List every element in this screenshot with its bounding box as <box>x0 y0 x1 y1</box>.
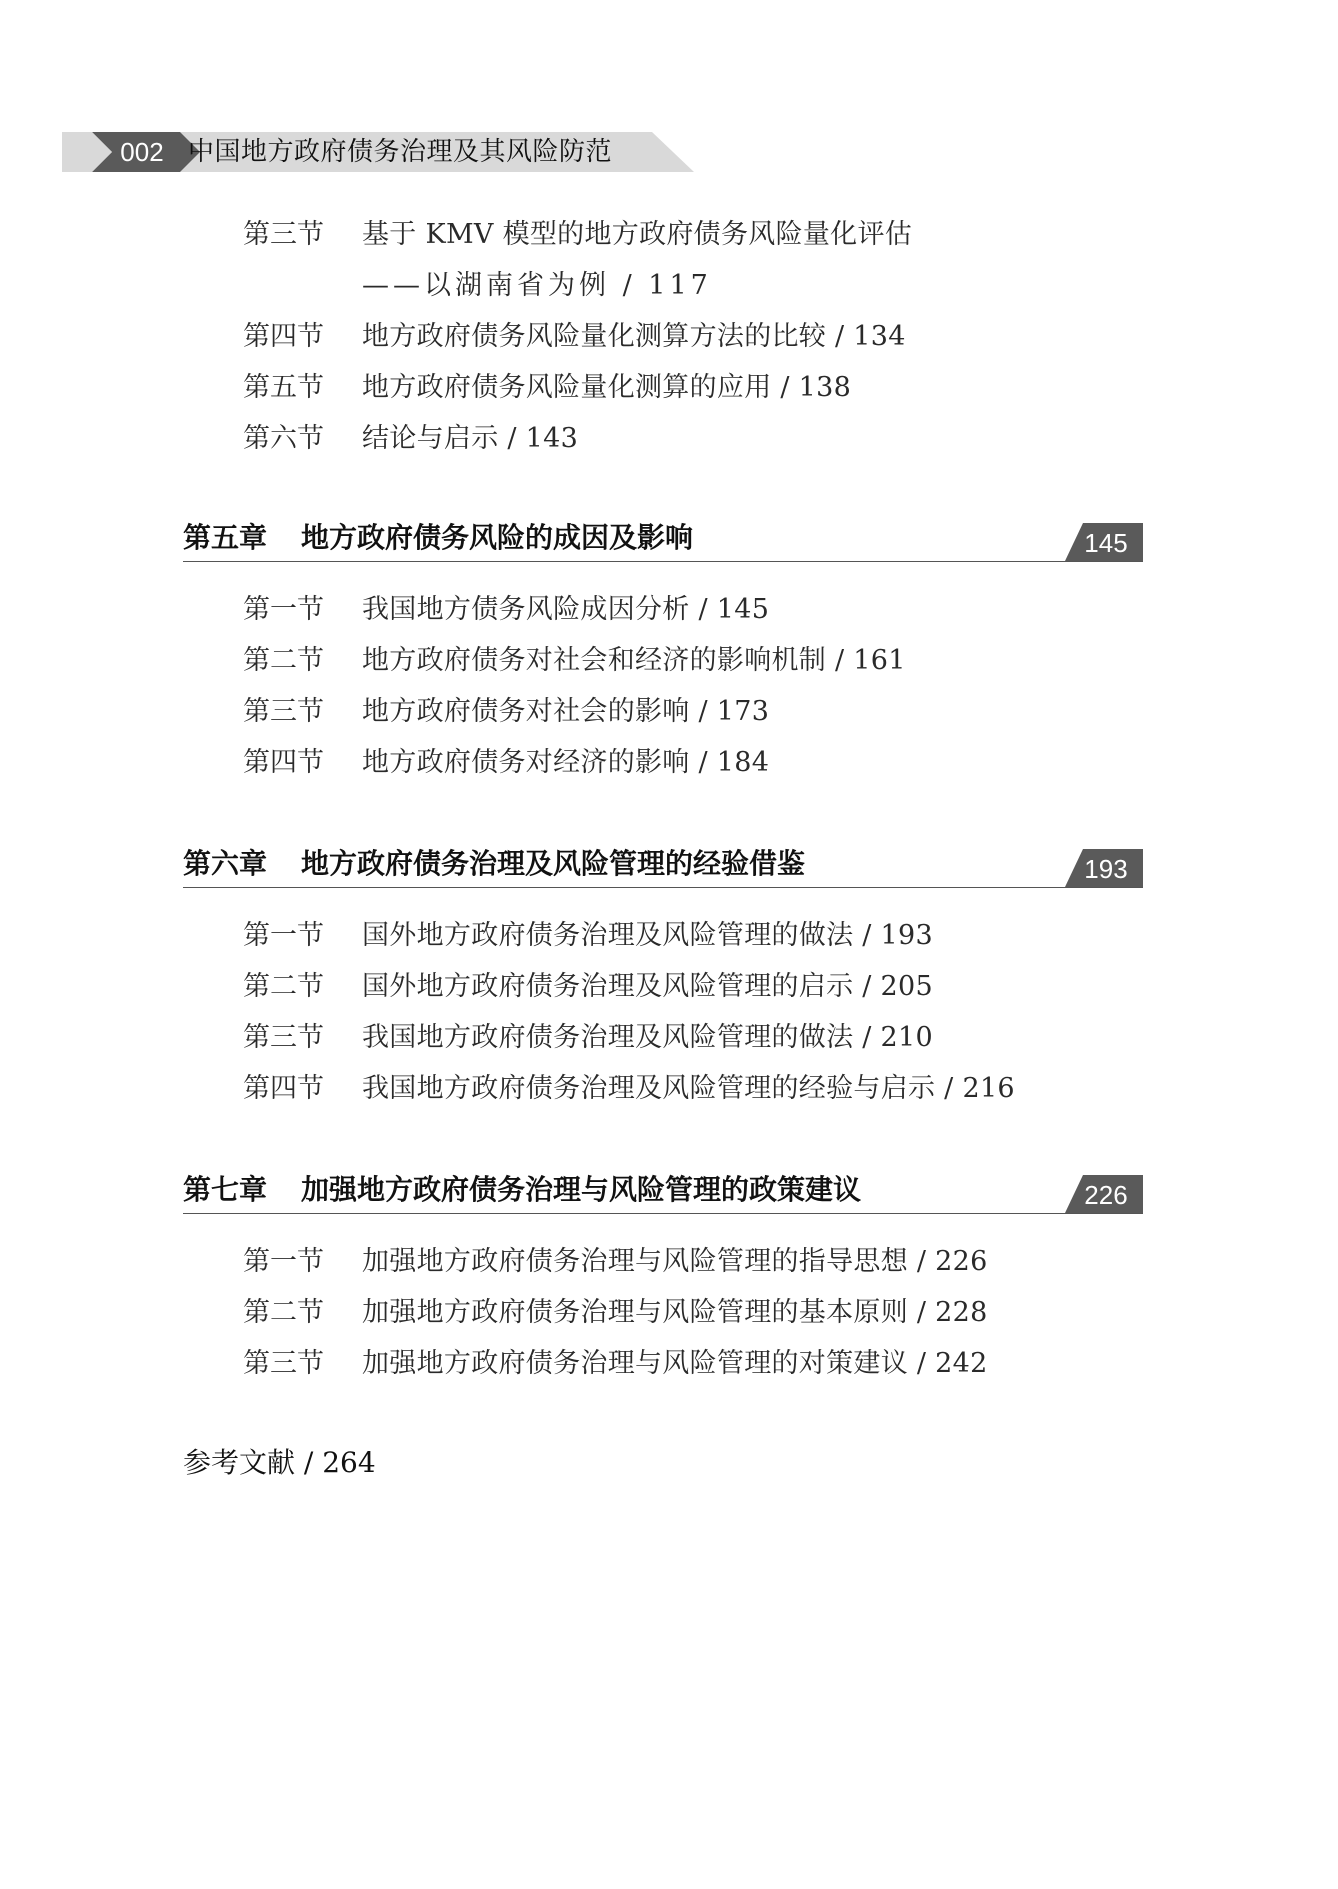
toc-section-item[interactable] <box>243 919 933 953</box>
section-title: 我国地方政府债务治理及风险管理的经验与启示 / 216 <box>362 1073 1015 1104</box>
header-book-title: 中国地方政府债务治理及其风险防范 <box>188 137 613 167</box>
chapter-rule <box>183 1213 1143 1214</box>
section-title: 基于 KMV 模型的地方政府债务风险量化评估 <box>362 219 913 250</box>
section-title: 地方政府债务风险量化测算的应用 / 138 <box>362 372 852 403</box>
chapter-rule <box>183 561 1143 562</box>
toc-references-item[interactable]: 参考文献 / 264 <box>183 1446 376 1479</box>
section-title: 国外地方政府债务治理及风险管理的做法 / 193 <box>362 920 933 951</box>
section-title: 加强地方政府债务治理与风险管理的指导思想 / 226 <box>362 1246 988 1277</box>
toc-section-item[interactable] <box>243 1021 933 1055</box>
section-title: 地方政府债务对社会和经济的影响机制 / 161 <box>362 645 906 676</box>
section-title: 我国地方政府债务治理及风险管理的做法 / 210 <box>362 1022 933 1053</box>
section-label: 第二节 <box>243 971 324 1002</box>
toc-section-item[interactable] <box>243 970 933 1004</box>
running-header <box>62 132 694 172</box>
section-label: 第六节 <box>243 423 324 454</box>
toc-chapter-heading[interactable] <box>183 520 1143 564</box>
section-title: 国外地方政府债务治理及风险管理的启示 / 205 <box>362 971 933 1002</box>
chapter-label: 第七章 <box>183 1173 268 1206</box>
toc-section-item[interactable] <box>243 1245 988 1279</box>
chapter-page-number: 193 <box>1084 854 1128 884</box>
section-title: 地方政府债务对经济的影响 / 184 <box>362 747 770 778</box>
toc-chapter-heading[interactable] <box>183 1172 1143 1216</box>
toc-section-subtitle: ——以湖南省为例 / 117 <box>362 270 712 301</box>
section-label: 第一节 <box>243 594 324 625</box>
section-label: 第三节 <box>243 1348 324 1379</box>
toc-section-item[interactable] <box>243 695 769 729</box>
chapter-title-row <box>183 846 805 882</box>
section-label: 第四节 <box>243 1073 324 1104</box>
section-label: 第三节 <box>243 219 324 250</box>
section-title: 地方政府债务对社会的影响 / 173 <box>362 696 770 727</box>
chapter-title-row <box>183 1172 861 1208</box>
chapter-title: 地方政府债务治理及风险管理的经验借鉴 <box>301 847 806 880</box>
toc-section-item[interactable] <box>243 1072 1015 1106</box>
section-label: 第三节 <box>243 1022 324 1053</box>
chapter-title: 地方政府债务风险的成因及影响 <box>301 521 694 554</box>
section-title: 加强地方政府债务治理与风险管理的对策建议 / 242 <box>362 1348 988 1379</box>
chapter-label: 第六章 <box>183 847 268 880</box>
section-title: 结论与启示 / 143 <box>362 423 579 454</box>
section-label: 第五节 <box>243 372 324 403</box>
section-title: 加强地方政府债务治理与风险管理的基本原则 / 228 <box>362 1297 988 1328</box>
section-title: 我国地方债务风险成因分析 / 145 <box>362 594 770 625</box>
toc-section-item[interactable] <box>243 320 906 354</box>
chapter-rule <box>183 887 1143 888</box>
chapter-title-row <box>183 520 693 556</box>
section-label: 第三节 <box>243 696 324 727</box>
chapter-title: 加强地方政府债务治理与风险管理的政策建议 <box>301 1173 862 1206</box>
section-label: 第四节 <box>243 321 324 352</box>
section-label: 第一节 <box>243 1246 324 1277</box>
toc-section-item[interactable] <box>243 422 578 456</box>
section-label: 第四节 <box>243 747 324 778</box>
section-title: 地方政府债务风险量化测算方法的比较 / 134 <box>362 321 906 352</box>
toc-section-item[interactable] <box>243 644 906 678</box>
section-label: 第二节 <box>243 1297 324 1328</box>
toc-section-item[interactable] <box>243 593 769 627</box>
toc-section-item[interactable] <box>243 371 851 405</box>
toc-chapter-heading[interactable] <box>183 846 1143 890</box>
section-label: 第一节 <box>243 920 324 951</box>
chapter-label: 第五章 <box>183 521 268 554</box>
toc-section-item[interactable] <box>243 218 912 252</box>
chapter-page-number: 226 <box>1084 1180 1128 1210</box>
section-label: 第二节 <box>243 645 324 676</box>
toc-section-item[interactable] <box>243 1296 988 1330</box>
header-page-number: 002 <box>120 137 164 167</box>
toc-section-item[interactable] <box>243 746 769 780</box>
toc-section-item[interactable] <box>243 1347 988 1381</box>
chapter-page-number: 145 <box>1084 528 1128 558</box>
